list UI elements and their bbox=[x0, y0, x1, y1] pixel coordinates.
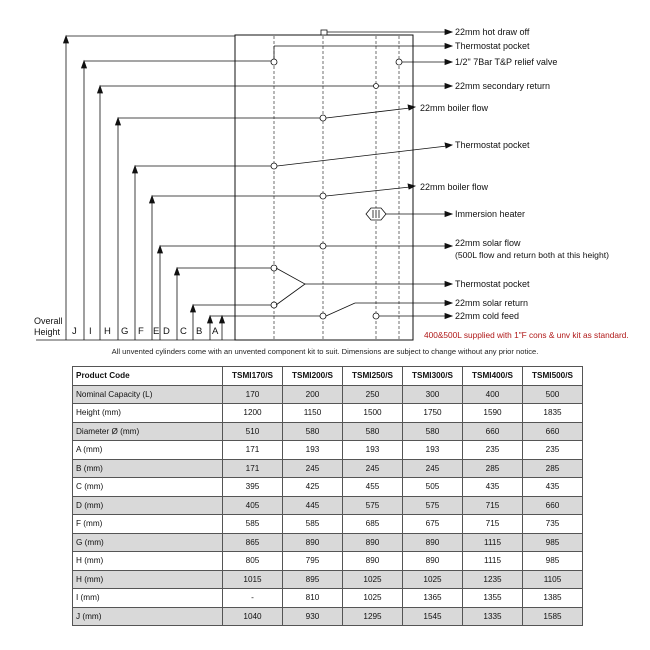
hot-draw-off-stub bbox=[321, 30, 327, 35]
table-cell: 890 bbox=[343, 533, 403, 552]
dim-letter-j: J bbox=[72, 326, 77, 337]
row-label: A (mm) bbox=[73, 441, 223, 460]
table-cell: 580 bbox=[403, 422, 463, 441]
table-row bbox=[73, 404, 583, 423]
table-cell: 735 bbox=[523, 515, 583, 534]
header-tsmi250: TSMI250/S bbox=[343, 367, 403, 386]
row-label: G (mm) bbox=[73, 533, 223, 552]
table-row bbox=[73, 478, 583, 497]
dim-letter-e: E bbox=[153, 326, 160, 337]
cylinder-outline bbox=[235, 35, 413, 340]
table-cell: 685 bbox=[343, 515, 403, 534]
header-product-code: Product Code bbox=[73, 367, 223, 386]
table-cell: 890 bbox=[403, 552, 463, 571]
label-tp-relief-valve: 1/2" 7Bar T&P relief valve bbox=[455, 57, 558, 67]
dim-letter-i: I bbox=[89, 326, 92, 337]
table-cell: 660 bbox=[523, 422, 583, 441]
label-solar-return: 22mm solar return bbox=[455, 298, 529, 308]
row-label: Diameter Ø (mm) bbox=[73, 422, 223, 441]
table-cell: 895 bbox=[283, 570, 343, 589]
table-cell: 580 bbox=[283, 422, 343, 441]
table-cell: 805 bbox=[223, 552, 283, 571]
table-cell: 405 bbox=[223, 496, 283, 515]
table-cell: 1545 bbox=[403, 607, 463, 626]
table-cell: 1115 bbox=[463, 533, 523, 552]
table-cell: 193 bbox=[403, 441, 463, 460]
table-cell: 1385 bbox=[523, 589, 583, 608]
table-cell: 865 bbox=[223, 533, 283, 552]
table-cell: 193 bbox=[343, 441, 403, 460]
dim-letter-d: D bbox=[163, 326, 170, 337]
table-cell: 200 bbox=[283, 385, 343, 404]
dim-letter-a: A bbox=[212, 326, 219, 337]
supply-note: 400&500L supplied with 1"F cons & unv kit as standard. bbox=[424, 330, 629, 340]
table-cell: 1590 bbox=[463, 404, 523, 423]
label-hot-draw-off: 22mm hot draw off bbox=[455, 27, 530, 37]
table-cell: 171 bbox=[223, 441, 283, 460]
table-cell: 1500 bbox=[343, 404, 403, 423]
table-cell: 1040 bbox=[223, 607, 283, 626]
row-label: H (mm) bbox=[73, 570, 223, 589]
table-cell: 1365 bbox=[403, 589, 463, 608]
overall-height-label-2: Height bbox=[34, 327, 61, 337]
dim-letter-c: C bbox=[180, 326, 187, 337]
table-cell: 1295 bbox=[343, 607, 403, 626]
header-tsmi300: TSMI300/S bbox=[403, 367, 463, 386]
header-tsmi500: TSMI500/S bbox=[523, 367, 583, 386]
table-cell: - bbox=[223, 589, 283, 608]
table-row bbox=[73, 459, 583, 478]
table-cell: 580 bbox=[343, 422, 403, 441]
table-cell: 235 bbox=[523, 441, 583, 460]
table-cell: 810 bbox=[283, 589, 343, 608]
table-cell: 250 bbox=[343, 385, 403, 404]
table-cell: 1235 bbox=[463, 570, 523, 589]
table-cell: 1585 bbox=[523, 607, 583, 626]
table-cell: 1115 bbox=[463, 552, 523, 571]
table-row bbox=[73, 422, 583, 441]
table-row bbox=[73, 533, 583, 552]
header-tsmi400: TSMI400/S bbox=[463, 367, 523, 386]
table-row bbox=[73, 496, 583, 515]
dim-letter-h: H bbox=[104, 326, 111, 337]
table-cell: 930 bbox=[283, 607, 343, 626]
table-cell: 1335 bbox=[463, 607, 523, 626]
table-row bbox=[73, 552, 583, 571]
table-cell: 795 bbox=[283, 552, 343, 571]
table-cell: 890 bbox=[283, 533, 343, 552]
table-cell: 1150 bbox=[283, 404, 343, 423]
table-cell: 1025 bbox=[343, 589, 403, 608]
table-cell: 170 bbox=[223, 385, 283, 404]
table-cell: 660 bbox=[523, 496, 583, 515]
table-cell: 300 bbox=[403, 385, 463, 404]
table-cell: 660 bbox=[463, 422, 523, 441]
table-cell: 171 bbox=[223, 459, 283, 478]
row-label: J (mm) bbox=[73, 607, 223, 626]
label-immersion-heater: Immersion heater bbox=[455, 209, 526, 219]
table-cell: 1200 bbox=[223, 404, 283, 423]
label-solar-flow-note: (500L flow and return both at this height) bbox=[455, 250, 609, 260]
overall-height-label: Overall bbox=[34, 316, 63, 326]
table-cell: 985 bbox=[523, 533, 583, 552]
header-tsmi170: TSMI170/S bbox=[223, 367, 283, 386]
dim-letter-f: F bbox=[138, 326, 144, 337]
table-row bbox=[73, 385, 583, 404]
table-cell: 585 bbox=[283, 515, 343, 534]
table-cell: 445 bbox=[283, 496, 343, 515]
specification-table bbox=[72, 366, 583, 626]
row-label: C (mm) bbox=[73, 478, 223, 497]
table-cell: 1750 bbox=[403, 404, 463, 423]
table-cell: 285 bbox=[523, 459, 583, 478]
label-secondary-return: 22mm secondary return bbox=[455, 81, 551, 91]
row-label: B (mm) bbox=[73, 459, 223, 478]
header-tsmi200: TSMI200/S bbox=[283, 367, 343, 386]
table-cell: 245 bbox=[343, 459, 403, 478]
table-cell: 193 bbox=[283, 441, 343, 460]
table-row bbox=[73, 441, 583, 460]
table-cell: 715 bbox=[463, 515, 523, 534]
table-cell: 1355 bbox=[463, 589, 523, 608]
table-cell: 715 bbox=[463, 496, 523, 515]
table-cell: 455 bbox=[343, 478, 403, 497]
row-label: F (mm) bbox=[73, 515, 223, 534]
table-cell: 425 bbox=[283, 478, 343, 497]
table-cell: 985 bbox=[523, 552, 583, 571]
table-header-row bbox=[73, 367, 583, 386]
label-solar-flow: 22mm solar flow bbox=[455, 238, 521, 248]
label-thermostat-pocket-lower: Thermostat pocket bbox=[455, 279, 530, 289]
dim-letter-b: B bbox=[196, 326, 203, 337]
table-cell: 245 bbox=[283, 459, 343, 478]
table-cell: 285 bbox=[463, 459, 523, 478]
table-cell: 1105 bbox=[523, 570, 583, 589]
table-cell: 505 bbox=[403, 478, 463, 497]
label-thermostat-pocket-middle: Thermostat pocket bbox=[455, 140, 530, 150]
table-cell: 585 bbox=[223, 515, 283, 534]
table-cell: 245 bbox=[403, 459, 463, 478]
row-label: Height (mm) bbox=[73, 404, 223, 423]
row-label: H (mm) bbox=[73, 552, 223, 571]
row-label: I (mm) bbox=[73, 589, 223, 608]
label-cold-feed: 22mm cold feed bbox=[455, 311, 520, 321]
table-cell: 395 bbox=[223, 478, 283, 497]
table-row bbox=[73, 607, 583, 626]
table-cell: 575 bbox=[403, 496, 463, 515]
table-cell: 1835 bbox=[523, 404, 583, 423]
table-cell: 675 bbox=[403, 515, 463, 534]
label-boiler-flow-upper: 22mm boiler flow bbox=[420, 103, 489, 113]
table-cell: 1025 bbox=[403, 570, 463, 589]
table-cell: 890 bbox=[343, 552, 403, 571]
label-boiler-flow-lower: 22mm boiler flow bbox=[420, 182, 489, 192]
table-cell: 435 bbox=[463, 478, 523, 497]
table-row bbox=[73, 589, 583, 608]
table-cell: 400 bbox=[463, 385, 523, 404]
table-cell: 1015 bbox=[223, 570, 283, 589]
table-cell: 575 bbox=[343, 496, 403, 515]
table-cell: 235 bbox=[463, 441, 523, 460]
table-row bbox=[73, 570, 583, 589]
table-cell: 890 bbox=[403, 533, 463, 552]
table-cell: 500 bbox=[523, 385, 583, 404]
table-cell: 510 bbox=[223, 422, 283, 441]
row-label: Nominal Capacity (L) bbox=[73, 385, 223, 404]
disclaimer-text: All unvented cylinders come with an unvented component kit to suit. Dimensions are subject to change without any prior notice. bbox=[111, 347, 539, 356]
table-row bbox=[73, 515, 583, 534]
dim-letter-g: G bbox=[121, 326, 129, 337]
label-thermostat-pocket-top: Thermostat pocket bbox=[455, 41, 530, 51]
table-cell: 1025 bbox=[343, 570, 403, 589]
row-label: D (mm) bbox=[73, 496, 223, 515]
table-cell: 435 bbox=[523, 478, 583, 497]
